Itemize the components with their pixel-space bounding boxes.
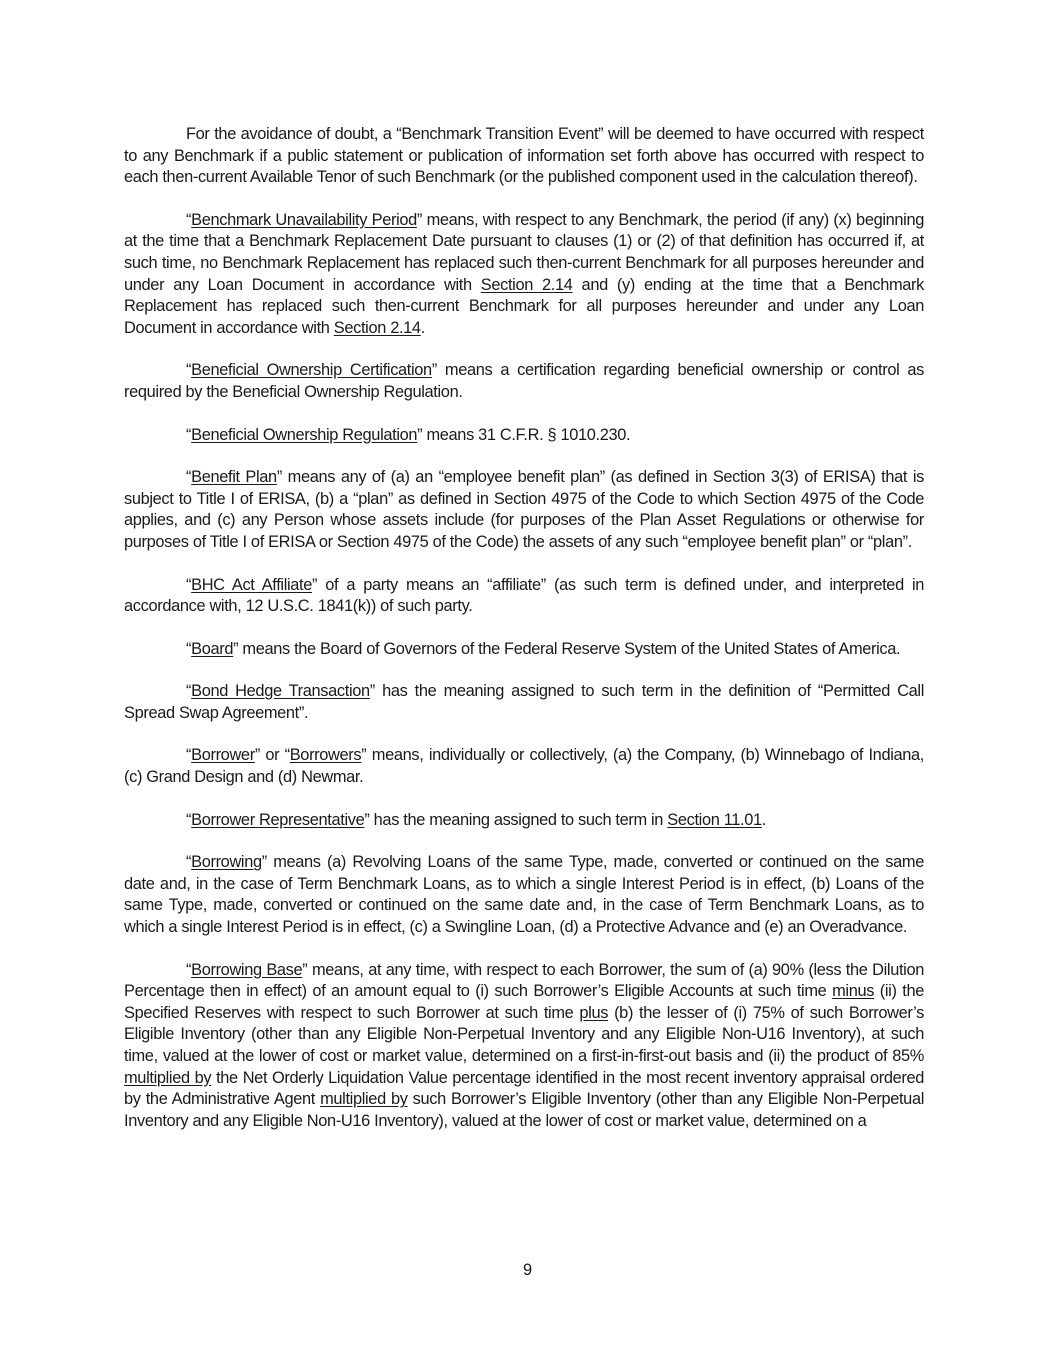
paragraph-text: ” has the meaning assigned to such term in bbox=[364, 810, 668, 829]
paragraph-text: such Borrower’s Eligible Inventory (other than any Eligible Non-Perpetual Inventory and any Eligible Non-U16 Inventory), valued at the lower of cost or market value, determined on a bbox=[124, 1090, 925, 1130]
definition-paragraph bbox=[124, 210, 924, 340]
paragraph-text: the Net Orderly Liquidation Value percentage identified in the most recent inventory appraisal ordered by the Administrative Agent bbox=[124, 1068, 924, 1109]
page-number: 9 bbox=[522, 1261, 533, 1279]
definition-paragraph bbox=[124, 960, 924, 1133]
definition-paragraph bbox=[124, 810, 924, 832]
paragraph-text: “ bbox=[186, 210, 192, 229]
document-body bbox=[124, 124, 924, 1153]
definition-paragraph bbox=[124, 467, 924, 553]
definition-paragraph bbox=[124, 575, 924, 618]
defined-term: Bond Hedge Transaction bbox=[191, 682, 370, 701]
defined-term: multiplied by bbox=[320, 1090, 408, 1109]
defined-term: Section 2.14 bbox=[333, 318, 421, 337]
defined-term: Borrowing bbox=[191, 853, 262, 872]
paragraph-text: ” means a certification regarding beneficial ownership or control as required by the Beneficial Ownership Regulation. bbox=[124, 361, 924, 401]
defined-term: minus bbox=[832, 982, 875, 1001]
defined-term: Borrower Representative bbox=[191, 810, 365, 829]
paragraph-text: ” means, with respect to any Benchmark, the period (if any) (x) beginning at the time that a Benchmark Replacement Date pursuant to clauses (1) or (2) of that definition has occurred if, at such time, no Benchmark Replacement has replaced such then-current Benchmark for all purposes hereunder and under any Loan Document in accordance with bbox=[124, 210, 924, 294]
paragraph-text: “ bbox=[186, 425, 192, 444]
defined-term: BHC Act Affiliate bbox=[191, 575, 313, 594]
definition-paragraph bbox=[124, 852, 924, 938]
paragraph-text: ” has the meaning assigned to such term in the definition of “Permitted Call Spread Swap Agreement”. bbox=[124, 682, 925, 722]
defined-term: Benefit Plan bbox=[191, 468, 277, 487]
paragraph-text: “ bbox=[186, 960, 192, 979]
paragraph-text: (b) the lesser of (i) 75% of such Borrower’s Eligible Inventory (other than any Eligible Non-Perpetual Inventory and any Eligible Non-U16 Inventory), at such time, valued at the lower of cost or market value, determined on a first-in-first-out basis and (ii) the product of 85% bbox=[124, 1003, 924, 1065]
defined-term: Section 2.14 bbox=[480, 275, 573, 294]
paragraph-text: ” means, individually or collectively, (a) the Company, (b) Winnebago of Indiana, (c) Grand Design and (d) Newmar. bbox=[124, 746, 924, 787]
paragraph-text: ” of a party means an “affiliate” (as such term is defined under, and interpreted in accordance with, 12 U.S.C. 1841(k)) of such party. bbox=[124, 575, 924, 616]
defined-term: Board bbox=[191, 639, 234, 658]
paragraph-text: “ bbox=[186, 746, 192, 765]
paragraph-text: ” means (a) Revolving Loans of the same Type, made, converted or continued on the same date and, in the case of Term Benchmark Loans, as to which a single Interest Period is in effect, (b) Loans of the same Type, made, converted or continued on the same date and, in the case of Term Benchmark Loans, as to which a single Interest Period is in effect, (c) a Swingline Loan, (d) a Protective Advance and (e) an Overadvance. bbox=[124, 853, 924, 937]
paragraph-text: “ bbox=[186, 361, 192, 380]
definition-paragraph bbox=[124, 681, 924, 724]
paragraph-text: ” means, at any time, with respect to each Borrower, the sum of (a) 90% (less the Dilution Percentage then in effect) of an amount equal to (i) such Borrower’s Eligible Accounts at such time bbox=[124, 960, 924, 1001]
paragraph-text: “ bbox=[186, 682, 192, 701]
paragraph-text: . bbox=[761, 810, 766, 829]
defined-term: Beneficial Ownership Regulation bbox=[191, 425, 418, 444]
definition-paragraph bbox=[124, 745, 924, 788]
definition-paragraph bbox=[124, 639, 924, 661]
paragraph-text: “ bbox=[186, 810, 192, 829]
paragraph-text: ” means the Board of Governors of the Federal Reserve System of the United States of America. bbox=[233, 639, 901, 658]
defined-term: Benchmark Unavailability Period bbox=[191, 210, 417, 229]
paragraph-text: (ii) the Specified Reserves with respect to such Borrower at such time bbox=[124, 982, 924, 1022]
definition-paragraph bbox=[124, 425, 924, 447]
definition-paragraph bbox=[124, 360, 924, 403]
paragraph-text: “ bbox=[186, 468, 192, 487]
defined-term: Borrowing Base bbox=[191, 960, 303, 979]
defined-term: Borrowers bbox=[289, 746, 362, 765]
paragraph-text: . bbox=[420, 318, 425, 337]
defined-term: multiplied by bbox=[124, 1068, 212, 1087]
paragraph-text: “ bbox=[186, 639, 192, 658]
defined-term: Section 11.01 bbox=[667, 810, 762, 829]
paragraph-text: and (y) ending at the time that a Benchmark Replacement has replaced such then-current Benchmark for all purposes hereunder and under any Loan Document in accordance with bbox=[124, 275, 924, 337]
paragraph-text: ” or “ bbox=[254, 746, 290, 765]
paragraph-text: ” means 31 C.F.R. § 1010.230. bbox=[417, 425, 631, 444]
definition-paragraph bbox=[124, 124, 924, 189]
paragraph-text: “ bbox=[186, 575, 192, 594]
paragraph-text: “ bbox=[186, 853, 192, 872]
defined-term: Borrower bbox=[191, 746, 255, 765]
paragraph-text: For the avoidance of doubt, a “Benchmark Transition Event” will be deemed to have occurred with respect to any Benchmark if a public statement or publication of information set forth above has occurred with respect to each then-current Available Tenor of such Benchmark (or the published component used in the calculation thereof). bbox=[124, 125, 924, 187]
defined-term: plus bbox=[579, 1003, 609, 1022]
defined-term: Beneficial Ownership Certification bbox=[191, 361, 432, 380]
paragraph-text: ” means any of (a) an “employee benefit plan” (as defined in Section 3(3) of ERISA) that is subject to Title I of ERISA, (b) a “plan” as defined in Section 4975 of the Code to which Section 4975 of the Code applies, and (c) any Person whose assets include (for purposes of the Plan Asset Regulations or otherwise for purposes of Title I of ERISA or Section 4975 of the Code) the assets of any such “employee benefit plan” or “plan”. bbox=[124, 468, 924, 551]
